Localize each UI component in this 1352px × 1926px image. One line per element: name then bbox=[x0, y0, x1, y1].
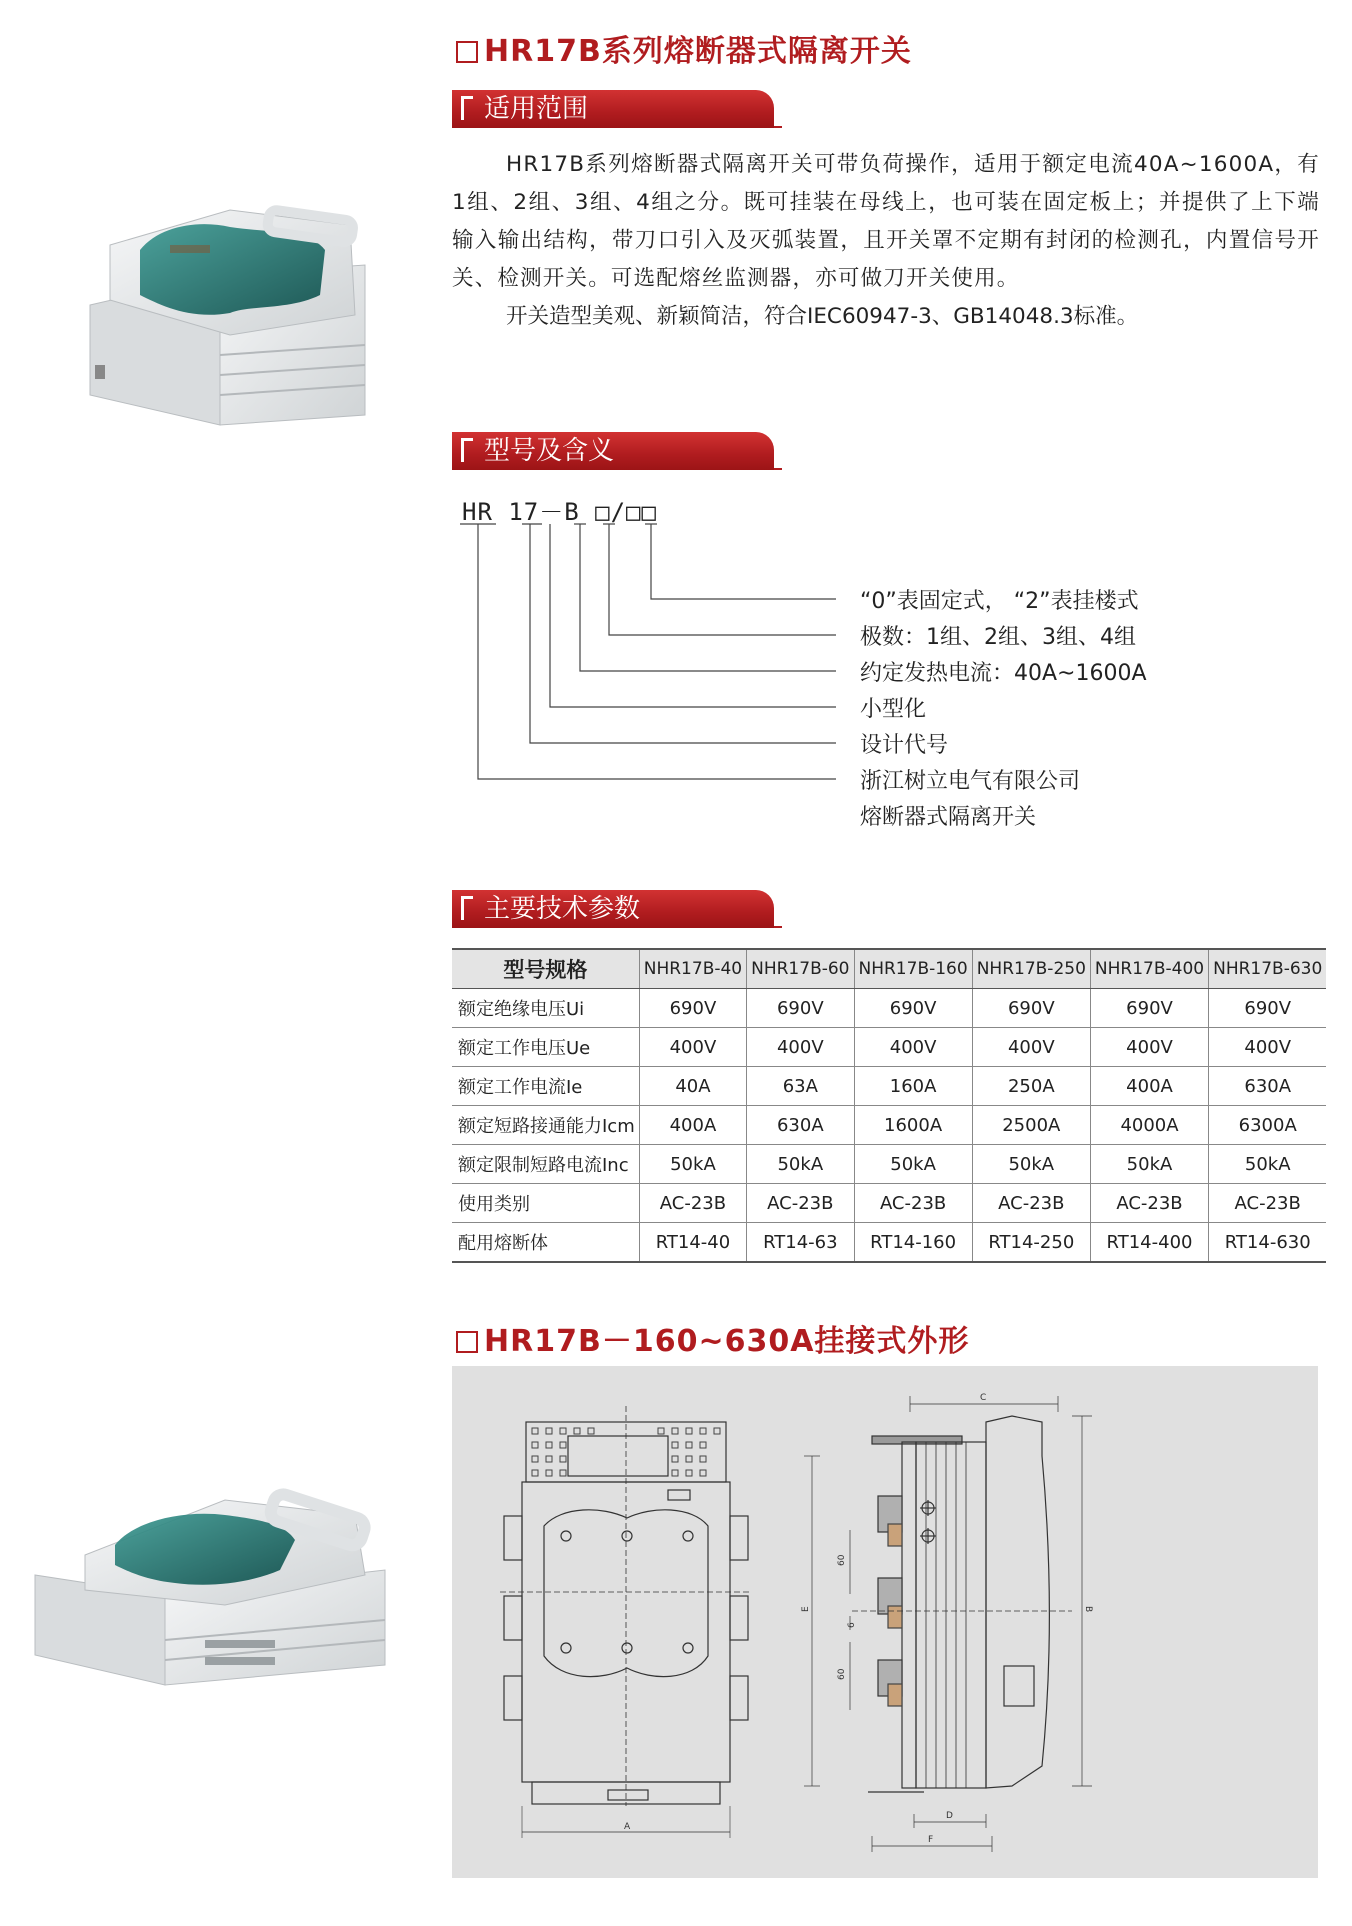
spec-value-cell: 400V bbox=[972, 1028, 1090, 1067]
spec-header-cell: NHR17B-630 bbox=[1209, 949, 1327, 989]
page-title bbox=[456, 26, 912, 70]
spec-value-cell: 690V bbox=[972, 989, 1090, 1028]
spec-value-cell: 630A bbox=[1209, 1067, 1327, 1106]
spec-value-cell: 4000A bbox=[1090, 1106, 1208, 1145]
spec-value-cell: 690V bbox=[639, 989, 746, 1028]
spec-value-cell: 50kA bbox=[854, 1145, 972, 1184]
table-row bbox=[452, 1028, 1326, 1067]
spec-value-cell: RT14-400 bbox=[1090, 1223, 1208, 1263]
table-row bbox=[452, 1145, 1326, 1184]
spec-value-cell: RT14-63 bbox=[747, 1223, 854, 1263]
dim-label-f: F bbox=[928, 1835, 934, 1845]
title-square-icon bbox=[456, 41, 478, 63]
spec-value-cell: 50kA bbox=[1090, 1145, 1208, 1184]
outline-title bbox=[456, 1316, 969, 1360]
spec-param-name: 额定工作电压Ue bbox=[452, 1028, 639, 1067]
legend-product-type: 熔断器式隔离开关 bbox=[860, 805, 1037, 830]
spec-value-cell: 250A bbox=[972, 1067, 1090, 1106]
model-legend-leaders bbox=[450, 520, 850, 790]
corner-mark-icon bbox=[461, 96, 473, 120]
spec-value-cell: AC-23B bbox=[1209, 1184, 1327, 1223]
spec-value-cell: RT14-160 bbox=[854, 1223, 972, 1263]
spec-value-cell: 6300A bbox=[1209, 1106, 1327, 1145]
spec-value-cell: 50kA bbox=[1209, 1145, 1327, 1184]
legend-design-code: 设计代号 bbox=[860, 733, 949, 758]
table-row bbox=[452, 1067, 1326, 1106]
spec-value-cell: 400V bbox=[1209, 1028, 1327, 1067]
outline-drawing-panel bbox=[452, 1366, 1318, 1878]
spec-value-cell: 50kA bbox=[972, 1145, 1090, 1184]
spec-value-cell: AC-23B bbox=[854, 1184, 972, 1223]
section-params-header bbox=[452, 890, 782, 928]
spec-header-cell: NHR17B-40 bbox=[639, 949, 746, 989]
spec-header-cell: NHR17B-250 bbox=[972, 949, 1090, 989]
spec-param-name: 额定短路接通能力Icm bbox=[452, 1106, 639, 1145]
spec-header-cell: 型号规格 bbox=[452, 949, 639, 989]
spec-value-cell: RT14-250 bbox=[972, 1223, 1090, 1263]
front-view-drawing bbox=[500, 1406, 752, 1838]
section-model-tab bbox=[452, 432, 774, 470]
title-square-icon bbox=[456, 1331, 478, 1353]
spec-param-name: 配用熔断体 bbox=[452, 1223, 639, 1263]
outline-drawings bbox=[452, 1366, 1318, 1878]
page-title-text: HR17B系列熔断器式隔离开关 bbox=[484, 34, 912, 69]
section-params-tab bbox=[452, 890, 774, 928]
spec-param-name: 额定绝缘电压Ui bbox=[452, 989, 639, 1028]
dim-label-b: B bbox=[1083, 1606, 1093, 1613]
legend-poles: 极数：1组、2组、3组、4组 bbox=[860, 625, 1136, 650]
legend-company: 浙江树立电气有限公司 bbox=[860, 769, 1081, 794]
spec-value-cell: 690V bbox=[747, 989, 854, 1028]
dim-label-a: A bbox=[624, 1822, 631, 1832]
spec-value-cell: 50kA bbox=[639, 1145, 746, 1184]
spec-value-cell: 400V bbox=[747, 1028, 854, 1067]
spec-value-cell: AC-23B bbox=[972, 1184, 1090, 1223]
spec-table bbox=[452, 948, 1326, 1263]
spec-value-cell: 1600A bbox=[854, 1106, 972, 1145]
dim-label-e: E bbox=[801, 1606, 811, 1612]
table-row bbox=[452, 1184, 1326, 1223]
dim-label-c: C bbox=[980, 1393, 987, 1403]
table-row bbox=[452, 1106, 1326, 1145]
section-scope-label: 适用范围 bbox=[484, 94, 589, 124]
section-scope-header bbox=[452, 90, 782, 128]
table-row bbox=[452, 1223, 1326, 1263]
scope-paragraph-2: 开关造型美观、新颖简洁，符合IEC60947-3、GB14048.3标准。 bbox=[506, 304, 1139, 329]
spec-header-cell: NHR17B-60 bbox=[747, 949, 854, 989]
product-photo-front bbox=[70, 205, 370, 445]
spec-value-cell: 400A bbox=[1090, 1067, 1208, 1106]
spec-header-cell: NHR17B-160 bbox=[854, 949, 972, 989]
spec-value-cell: 400V bbox=[1090, 1028, 1208, 1067]
spec-value-cell: AC-23B bbox=[1090, 1184, 1208, 1223]
spec-value-cell: 690V bbox=[854, 989, 972, 1028]
section-model-label: 型号及含义 bbox=[484, 436, 615, 466]
spec-value-cell: 400V bbox=[639, 1028, 746, 1067]
dim-label-60-top: 60 bbox=[837, 1554, 847, 1566]
spec-table-body bbox=[452, 989, 1326, 1263]
spec-param-name: 额定工作电流Ie bbox=[452, 1067, 639, 1106]
legend-current: 约定发热电流：40A~1600A bbox=[860, 661, 1147, 686]
spec-value-cell: 690V bbox=[1209, 989, 1327, 1028]
legend-miniaturized: 小型化 bbox=[860, 697, 927, 722]
spec-table-header-row bbox=[452, 949, 1326, 989]
spec-value-cell: AC-23B bbox=[639, 1184, 746, 1223]
model-code: HR 17－B □/□□ bbox=[462, 498, 657, 526]
spec-value-cell: AC-23B bbox=[747, 1184, 854, 1223]
spec-header-cell: NHR17B-400 bbox=[1090, 949, 1208, 989]
spec-value-cell: 40A bbox=[639, 1067, 746, 1106]
scope-description bbox=[452, 146, 1320, 336]
corner-mark-icon bbox=[461, 438, 473, 462]
product-photo-angled bbox=[25, 1475, 395, 1715]
section-scope-tab bbox=[452, 90, 774, 128]
spec-value-cell: 160A bbox=[854, 1067, 972, 1106]
outline-title-text: HR17B－160~630A挂接式外形 bbox=[484, 1324, 970, 1359]
legend-install-type: “0”表固定式， “2”表挂楼式 bbox=[860, 589, 1139, 614]
spec-value-cell: 400V bbox=[854, 1028, 972, 1067]
spec-value-cell: 400A bbox=[639, 1106, 746, 1145]
spec-value-cell: 630A bbox=[747, 1106, 854, 1145]
spec-value-cell: RT14-40 bbox=[639, 1223, 746, 1263]
corner-mark-icon bbox=[461, 896, 473, 920]
spec-value-cell: 50kA bbox=[747, 1145, 854, 1184]
spec-value-cell: 690V bbox=[1090, 989, 1208, 1028]
dim-label-6: 6 bbox=[847, 1622, 857, 1628]
spec-param-name: 额定限制短路电流Inc bbox=[452, 1145, 639, 1184]
section-model-header bbox=[452, 432, 782, 470]
spec-value-cell: 2500A bbox=[972, 1106, 1090, 1145]
section-params-label: 主要技术参数 bbox=[484, 894, 641, 924]
spec-value-cell: RT14-630 bbox=[1209, 1223, 1327, 1263]
dim-label-60-bottom: 60 bbox=[837, 1668, 847, 1680]
spec-value-cell: 63A bbox=[747, 1067, 854, 1106]
scope-paragraph-1: HR17B系列熔断器式隔离开关可带负荷操作，适用于额定电流40A~1600A，有1组、2组、3组、4组之分。既可挂装在母线上，也可装在固定板上；并提供了上下端输入输出结构，带刀口引入及灭弧装置，且开关罩不定期有封闭的检测孔，内置信号开关、检测开关。可选配熔丝监测器，亦可做刀开关使用。 bbox=[452, 152, 1320, 291]
spec-param-name: 使用类别 bbox=[452, 1184, 639, 1223]
table-row bbox=[452, 989, 1326, 1028]
dim-label-d: D bbox=[946, 1811, 953, 1821]
